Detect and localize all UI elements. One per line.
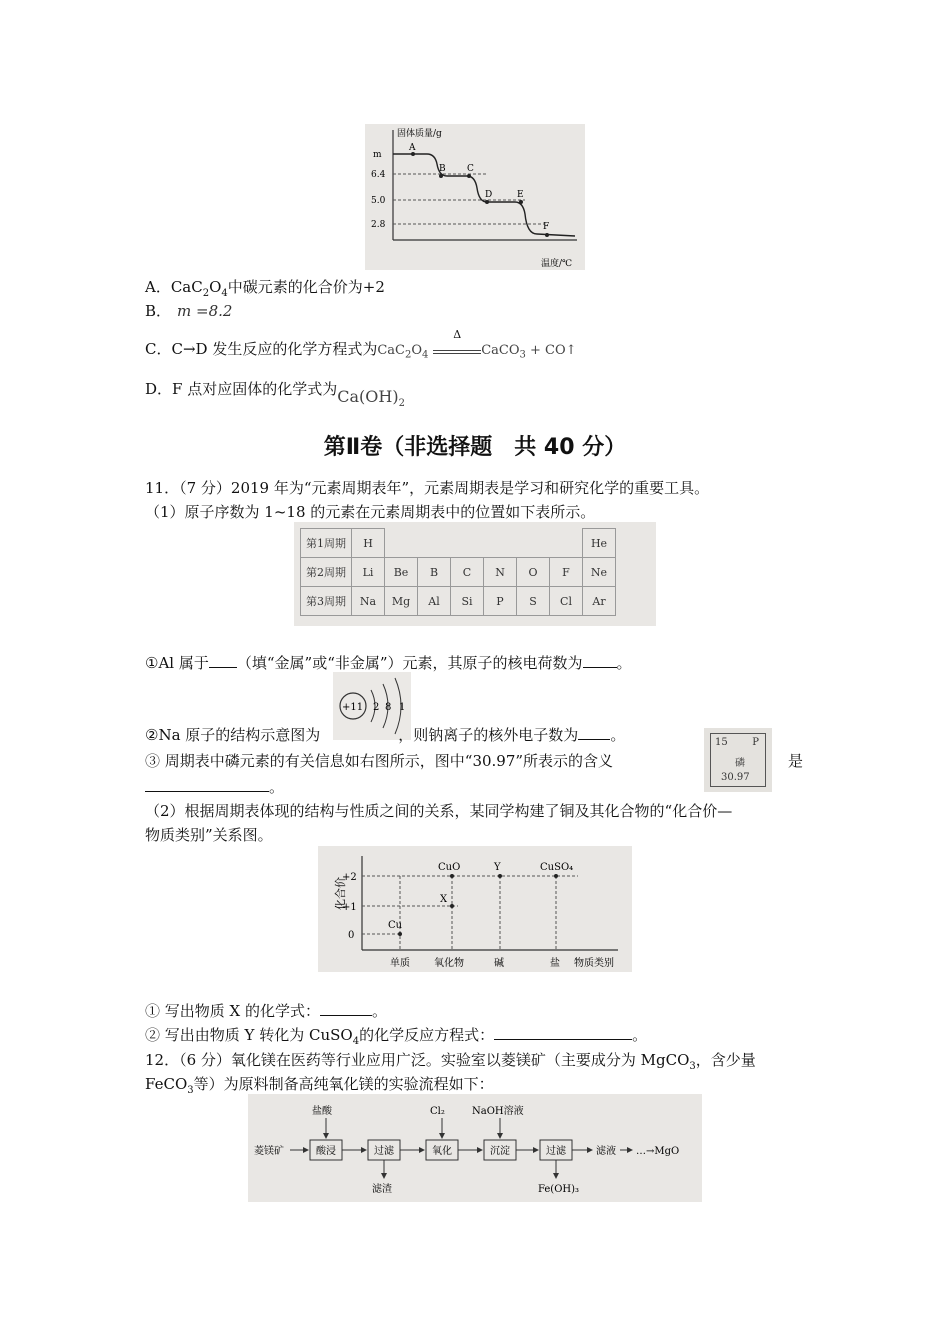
valence-category-graph [318,846,632,972]
q11-sub3: ③ 周期表中磷元素的有关信息如右图所示，图中“30.97”所表示的含义 [145,752,614,770]
step-oxidize: 氧化 [432,1146,452,1157]
option-b-equation: m =8.2 [177,302,233,320]
fig2-x-label: 物质类别 [574,958,614,969]
step-filter-2: 过滤 [546,1146,566,1157]
period-1-row: 第1周期 H He [301,529,616,558]
q11-answer1: ① 写出物质 X 的化学式： 。 [145,1002,387,1020]
fig2-ytick-plus1: +1 [342,902,357,913]
ytick-6-4: 6.4 [371,170,386,180]
fig2-xcat-salt: 盐 [550,958,560,969]
q12-line1: 12．（6 分）氧化镁在医药等行业应用广泛。实验室以菱镁矿（主要成分为 MgCO$_3$，含少量 [145,1051,756,1072]
step-filter-1: 过滤 [374,1146,394,1157]
p-symbol: P [752,737,759,748]
option-c: C．C→D 发生反应的化学方程式为$CaC_2O_4$ Δ CaCO$_3$ + CO↑ [145,328,577,361]
step-acid-leach: 酸浸 [316,1146,336,1157]
label-cu: Cu [388,920,403,931]
period-3-row: 第3周期 Na Mg Al Si P S Cl Ar [301,587,616,616]
period-2-row: 第2周期 Li Be B C N O F Ne [301,558,616,587]
q11-intro: 11．（7 分）2019 年为“元素周期表年”，元素周期表是学习和研究化学的重要工具。 [145,479,710,497]
output-feoh3: Fe(OH)₃ [538,1184,580,1195]
p-atomic-number: 15 [715,737,728,748]
process-flow-diagram [248,1094,702,1202]
option-d: D．F 点对应固体的化学式为$Ca(OH)_2$ [145,380,405,410]
fig2-ytick-0: 0 [348,930,355,941]
input-cl2: Cl₂ [430,1106,445,1117]
label-cuso4: CuSO₄ [540,862,574,873]
q11-part2-line2: 物质类别”关系图。 [145,826,273,844]
ytick-2-8: 2.8 [371,220,386,230]
point-b: B [439,164,446,174]
fig2-y-label: 化合价 [334,877,347,910]
output-residue: 滤渣 [372,1184,392,1195]
periodic-table [300,528,616,616]
y-axis-label: 固体质量/g [397,129,442,139]
input-hcl: 盐酸 [312,1106,332,1117]
shell-3-count: 1 [399,702,406,713]
point-e: E [517,190,524,200]
q11-part2-line1: （2）根据周期表体现的结构与性质之间的关系，某同学构建了铜及其化合物的“化合价— [145,802,733,820]
p-name: 磷 [735,758,745,769]
option-a: A．$CaC_2O_4$中碳元素的化合价为+2 [145,278,385,299]
step-precipitate: 沉淀 [490,1146,510,1157]
x-axis-label: 温度/℃ [541,259,573,269]
q11-sub3-tail: 是 [788,752,804,770]
point-f: F [543,222,550,232]
valence-category-figure [318,846,632,972]
q11-answer2: ② 写出由物质 Y 转化为 CuSO$_4$的化学反应方程式： 。 [145,1026,648,1047]
heat-arrow: Δ [433,342,481,354]
flow-start: 菱镁矿 [254,1146,284,1157]
input-naoh: NaOH溶液 [472,1106,524,1117]
na-nucleus-label: +11 [342,702,364,713]
fig2-xcat-oxide: 氧化物 [434,958,464,969]
shell-1-count: 2 [373,702,380,713]
q12-line2: FeCO$_3$等）为原料制备高纯氧化镁的实验流程如下： [145,1075,494,1096]
fig2-xcat-base: 碱 [494,958,504,969]
fig2-xcat-element: 单质 [390,958,410,969]
q11-part1: （1）原子序数为 1~18 的元素在元素周期表中的位置如下表所示。 [145,503,596,521]
flow-product: …→MgO [636,1146,680,1157]
flow-filtrate: 滤液 [596,1146,616,1157]
mass-temperature-graph [365,124,585,270]
label-x: X [440,894,448,905]
point-d: D [485,190,493,200]
option-b: B． m =8.2 [145,302,233,320]
q11-sub2: ②Na 原子的结构示意图为 ，则钠离子的核外电子数为 。 [145,726,626,744]
section-title: 第Ⅱ卷（非选择题 共 40 分） [323,435,627,460]
label-y: Y [494,862,501,873]
mass-temperature-figure [365,124,585,270]
ytick-5-0: 5.0 [371,196,386,206]
point-c: C [467,164,474,174]
label-cuo: CuO [438,862,461,873]
p-atomic-mass: 30.97 [721,772,750,783]
q11-sub3-answer: 。 [145,776,284,797]
fig2-ytick-plus2: +2 [342,872,357,883]
point-a: A [409,143,416,153]
process-flow-figure [248,1094,702,1202]
q11-sub1: ①Al 属于 （填“金属”或“非金属”）元素，其原子的核电荷数为 。 [145,654,632,672]
phosphorus-card [704,728,772,792]
ytick-m: m [373,150,382,160]
shell-2-count: 8 [385,702,392,713]
